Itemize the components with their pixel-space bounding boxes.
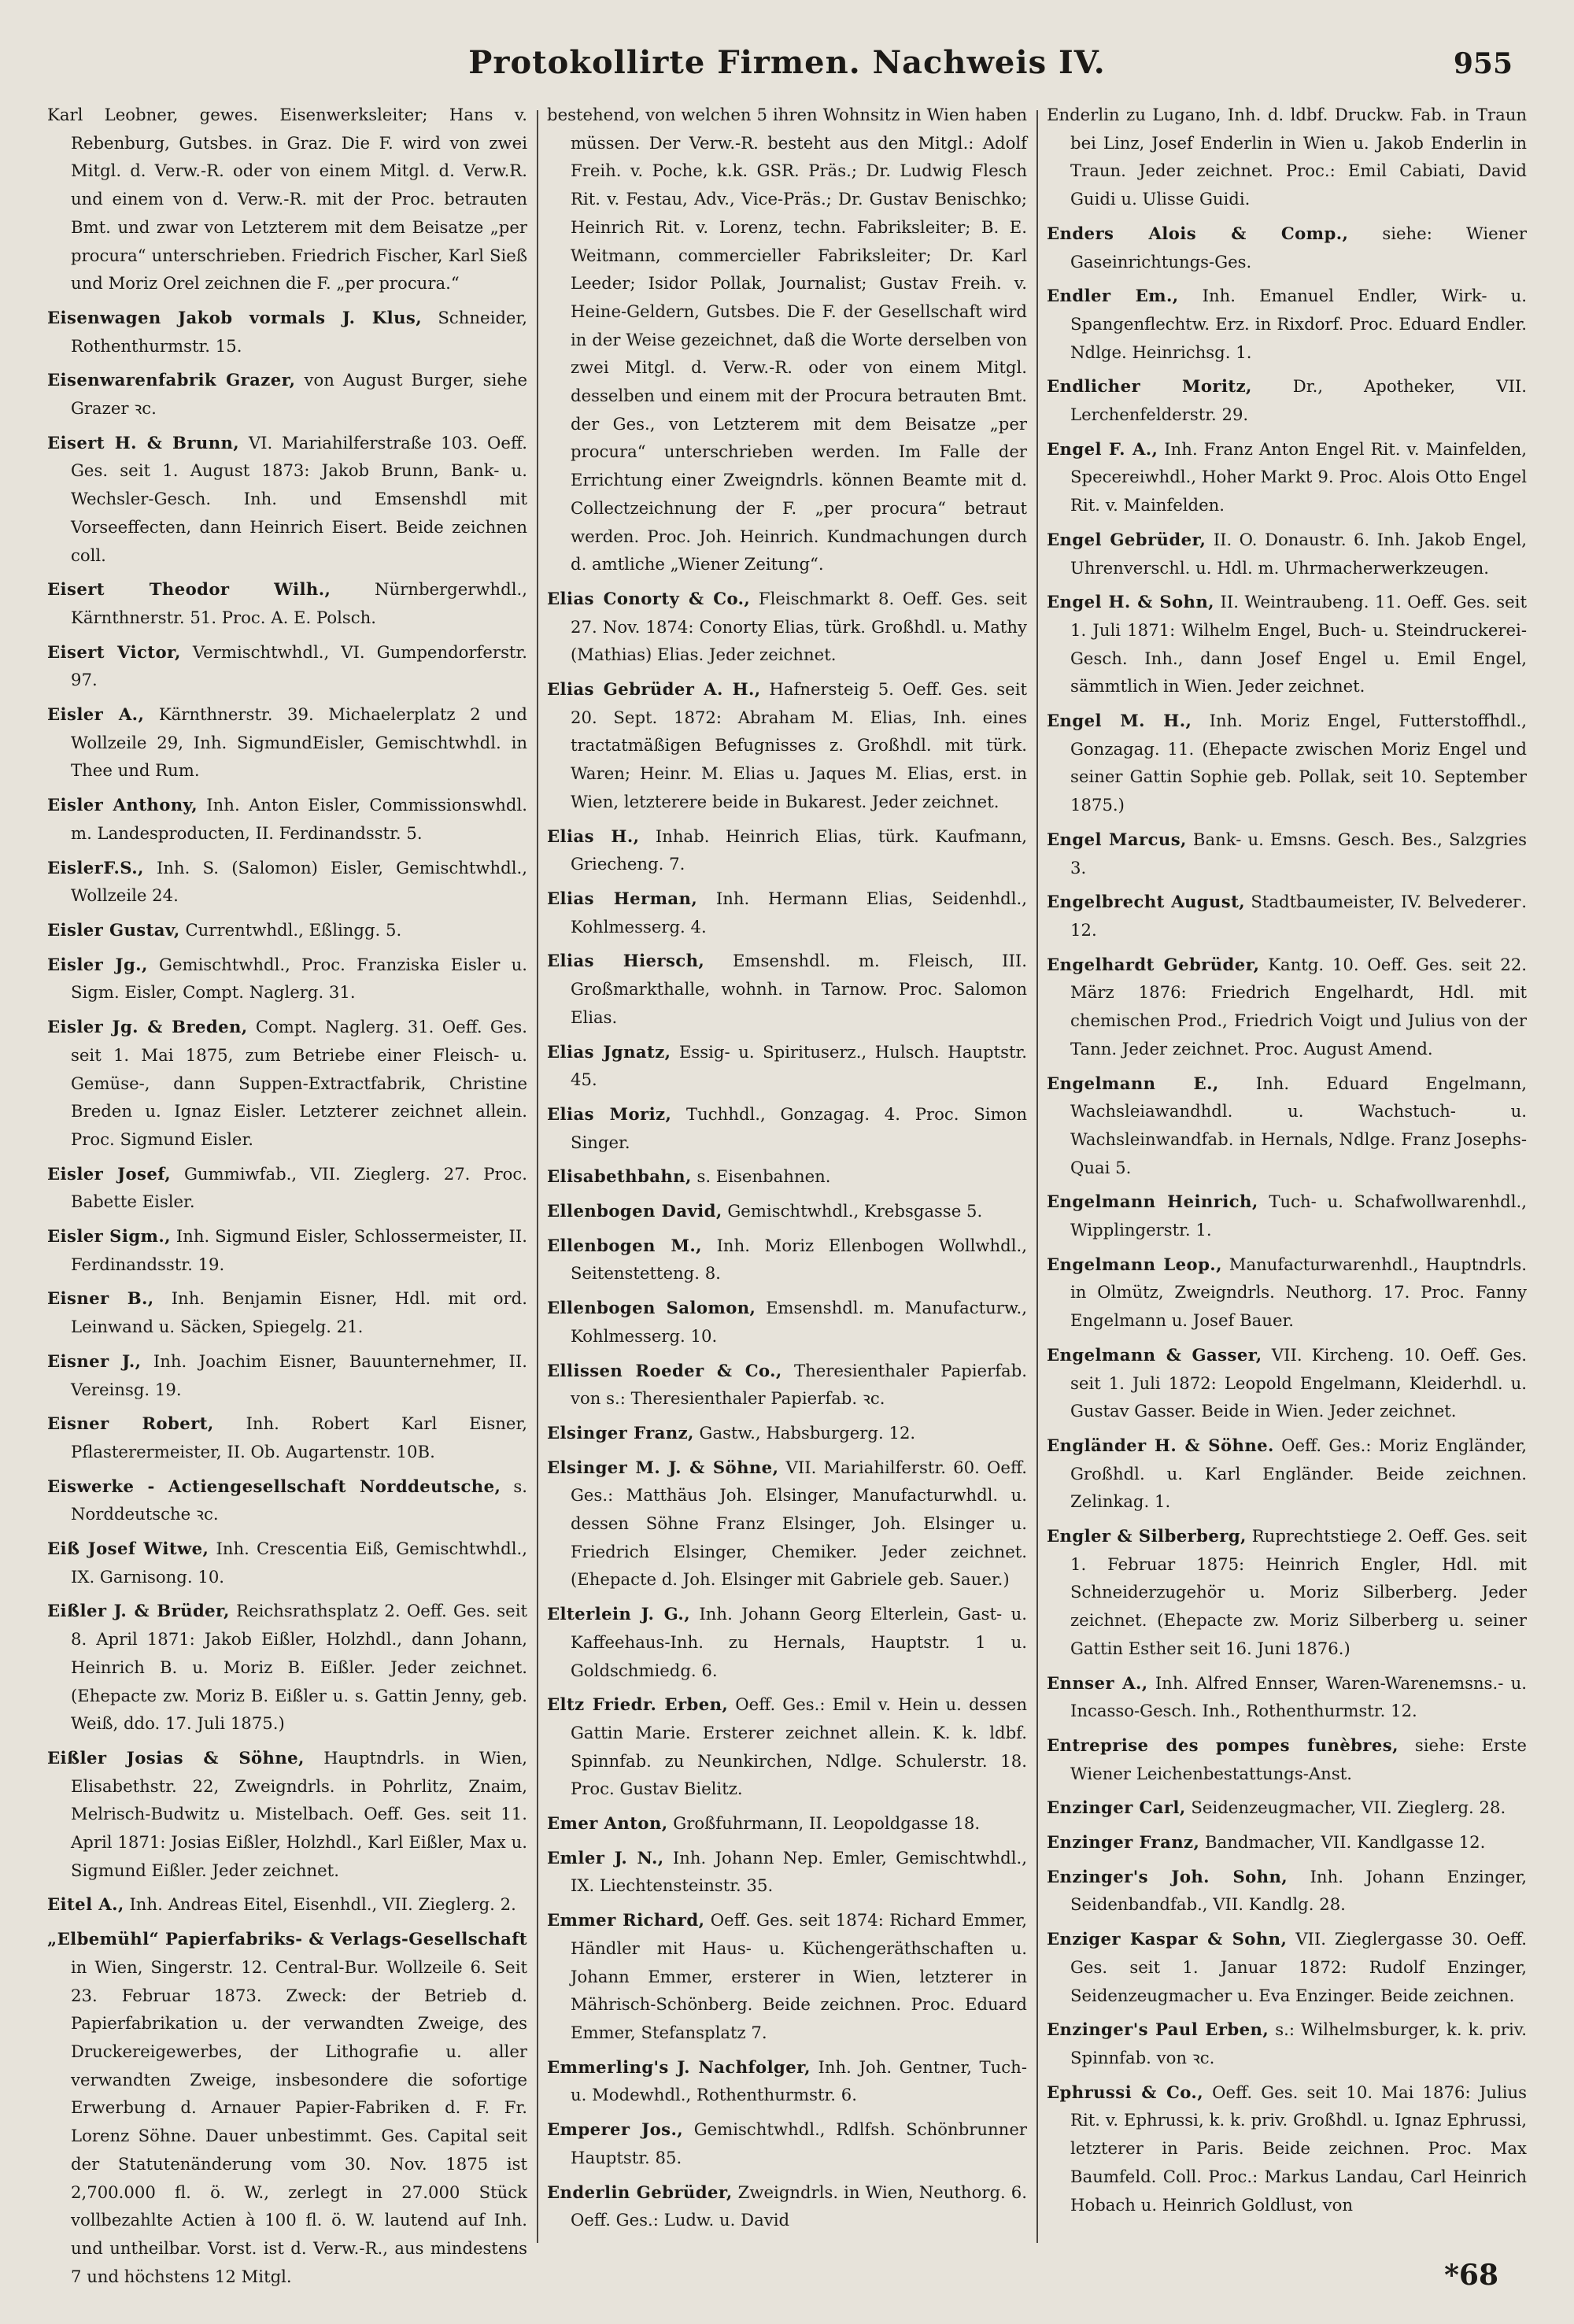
firm-name: Engländer H. & Söhne. <box>1047 1435 1274 1455</box>
firm-name: Ellenbogen David, <box>547 1201 722 1221</box>
signature-mark: *68 <box>1444 2259 1498 2292</box>
firm-name: Enzinger Franz, <box>1047 1832 1200 1853</box>
firm-name: Ellenbogen Salomon, <box>547 1298 756 1318</box>
firm-name: Engelmann Heinrich, <box>1047 1192 1258 1212</box>
firm-name: Engler & Silberberg, <box>1047 1526 1247 1546</box>
firm-entry <box>47 1535 527 1591</box>
firm-entry <box>1047 1828 1527 1857</box>
firm-name: Enzinger's Joh. Sohn, <box>1047 1866 1288 1886</box>
entry-text: Gemischtwhdl., Rdlfsh. Schönbrunner Hauptstr. 85. <box>571 2119 1027 2167</box>
firm-entry <box>1047 1070 1527 1182</box>
entry-text: Inh. Benjamin Eisner, Hdl. mit ord. Leinwand u. Säcken, Spiegelg. 21. <box>71 1288 527 1337</box>
entry-text: Oeff. Ges. seit 10. Mai 1876: Julius Rit. v. Ephrussi, k. k. priv. Großhdl. u. Ignaz Ephrussi, letzterer in Paris. Beide zeichnen. Proc. Max Baumfeld. Coll. Proc.: Markus Landau, Carl Heinrich Hobach u. Heinrich Goldlust, von <box>1070 2082 1527 2215</box>
entry-text: Inh. Franz Anton Engel Rit. v. Mainfelden, Specereiwhdl., Hoher Markt 9. Proc. Alois Otto Engel Rit. v. Mainfelden. <box>1070 438 1527 515</box>
entry-text: Inh. Alfred Ennser, Waren-Warenemsns.- u. Incasso-Gesch. Inh., Rothenthurmstr. 12. <box>1070 1672 1527 1721</box>
entry-text: Inh. Joachim Eisner, Bauunternehmer, II. Vereinsg. 19. <box>71 1350 527 1399</box>
firm-name: Elias Gebrüder A. H., <box>547 679 761 700</box>
entry-text: Ruprechtstiege 2. Oeff. Ges. seit 1. Februar 1875: Heinrich Engler, Hdl. mit Schneiderzugehör u. Moriz Silberberg. Jeder zeichnet. (Ehepacte zw. Moriz Silberberg u. seiner Gattin Esther seit 16. Juni 1876.) <box>1070 1526 1527 1658</box>
entry-text: Inh. S. (Salomon) Eisler, Gemischtwhdl., Wollzeile 24. <box>71 857 527 906</box>
entry-text: Tuch- u. Schafwollwarenhdl., Wipplingerstr. 1. <box>1070 1192 1527 1240</box>
firm-entry <box>47 1410 527 1465</box>
entry-text: Inh. Hermann Elias, Seidenhdl., Kohlmesserg. 4. <box>571 888 1027 937</box>
entry-text: Zweigndrls. in Wien, Neuthorg. 6. Oeff. Ges.: Ludw. u. David <box>571 2182 1027 2230</box>
firm-name: Engelmann Leop., <box>1047 1254 1222 1274</box>
firm-entry <box>1047 1925 1527 2009</box>
firm-name: Engel Gebrüder, <box>1047 529 1206 549</box>
entry-text: Inh. Crescentia Eiß, Gemischtwhdl., IX. Garnisong. 10. <box>71 1539 527 1587</box>
firm-name: Elsinger Franz, <box>547 1422 694 1443</box>
firm-name: Enziger Kaspar & Sohn, <box>1047 1929 1288 1949</box>
firm-name: Eisert H. & Brunn, <box>47 432 240 453</box>
firm-entry <box>1047 1432 1527 1516</box>
entry-text: Manufacturwarenhdl., Hauptndrls. in Olmütz, Zweigndrls. Neuthorg. 17. Proc. Fanny Engelmann u. Josef Bauer. <box>1070 1254 1527 1331</box>
entry-text: Inh. Eduard Engelmann, Wachsleiawandhdl. u. Wachstuch- u. Wachsleinwandfab. in Hernals, Ndlge. Franz Josephs-Quai 5. <box>1070 1073 1527 1177</box>
firm-name: Eisler Josef, <box>47 1163 172 1184</box>
page-header <box>0 0 1574 93</box>
firm-entry <box>547 947 1027 1031</box>
firm-entry <box>1047 1188 1527 1243</box>
firm-name: Eißler J. & Brüder, <box>47 1601 230 1621</box>
entry-text: Bank- u. Emsns. Gesch. Bes., Salzgries 3. <box>1070 829 1527 878</box>
firm-name: Elias H., <box>547 826 640 846</box>
firm-entry <box>547 1906 1027 2047</box>
firm-entry <box>47 1890 527 1919</box>
entry-text: Inh. Moriz Engel, Futterstoffhdl., Gonzagag. 11. (Ehepacte zwischen Moriz Engel und seiner Gattin Sophie geb. Pollak, seit 10. September 1875.) <box>1070 711 1527 815</box>
firm-entry <box>47 429 527 570</box>
firm-entry <box>1047 435 1527 519</box>
entry-text: Gemischtwhdl., Proc. Franziska Eisler u. Sigm. Eisler, Compt. Naglerg. 31. <box>71 954 527 1003</box>
column-3 <box>1047 101 1527 2215</box>
firm-entry <box>547 1232 1027 1288</box>
entry-continuation <box>47 101 527 297</box>
firm-entry <box>1047 282 1527 366</box>
firm-name: Eisert Theodor Wilh., <box>47 579 331 600</box>
firm-name: EislerF.S., <box>47 857 144 878</box>
firm-entry <box>547 1162 1027 1191</box>
entry-text: Reichsrathsplatz 2. Oeff. Ges. seit 8. April 1871: Jakob Eißler, Holzhdl., dann Johann, Heinrich B. u. Moriz B. Eißler. Jeder zeichnet. (Ehepacte zw. Moriz B. Eißler u. s. Gattin Jenny, geb. Weiß, ddo. 17. Juli 1875.) <box>71 1601 527 1734</box>
firm-entry <box>1047 1522 1527 1663</box>
firm-entry <box>47 1013 527 1154</box>
firm-entry <box>47 791 527 847</box>
entry-text: siehe: Erste Wiener Leichenbestattungs-Anst. <box>1070 1735 1527 1783</box>
firm-name: Emperer Jos., <box>547 2119 684 2140</box>
entry-text: Schneider, Rothenthurmstr. 15. <box>71 307 527 356</box>
firm-name: Ennser A., <box>1047 1672 1148 1693</box>
entry-text: s.: Wilhelmsburger, k. k. priv. Spinnfab. von ꝛc. <box>1070 2019 1527 2067</box>
firm-name: Elias Herman, <box>547 888 698 908</box>
entry-text: Kantg. 10. Oeff. Ges. seit 22. März 1876: Friedrich Engelhardt, Hdl. mit chemischen Prod., Friedrich Voigt und Julius von der Tann. Jeder zeichnet. Proc. August Amend. <box>1070 954 1527 1059</box>
firm-entry <box>547 1454 1027 1594</box>
entry-text: Bandmacher, VII. Kandlgasse 12. <box>1205 1832 1486 1853</box>
entry-text: Kärnthnerstr. 39. Michaelerplatz 2 und Wollzeile 29, Inh. SigmundEisler, Gemischtwhdl. in Thee und Rum. <box>71 704 527 781</box>
entry-text: Hauptndrls. in Wien, Elisabethstr. 22, Zweigndrls. in Pohrlitz, Znaim, Melrisch-Budwitz u. Mistelbach. Oeff. Ges. seit 11. April 1871: Josias Eißler, Holzhdl., Karl Eißler, Max u. Sigmund Eißler. Jeder zeichnet. <box>71 1747 528 1880</box>
entry-text: Seidenzeugmacher, VII. Zieglerg. 28. <box>1191 1797 1506 1818</box>
firm-entry <box>47 1472 527 1528</box>
firm-entry <box>1047 588 1527 700</box>
firm-name: Eiswerke - Actiengesellschaft Norddeutsche, <box>47 1476 501 1496</box>
firm-entry <box>547 1294 1027 1350</box>
firm-name: Engel F. A., <box>1047 438 1158 459</box>
entry-continuation <box>547 101 1027 578</box>
firm-name: Elias Conorty & Co., <box>547 588 751 608</box>
entry-text: Oeff. Ges. seit 1874: Richard Emmer, Händler mit Haus- u. Küchengeräthschaften u. Johann Emmer, ersterer in Wien, letzterer in Mährisch-Schönberg. Beide zeichnen. Proc. Eduard Emmer, Stefansplatz 7. <box>571 1910 1028 2042</box>
firm-entry <box>47 575 527 631</box>
entry-text: Inh. Johann Georg Elterlein, Gast- u. Kaffeehaus-Inh. zu Hernals, Hauptstr. 1 u. Goldschmiedg. 6. <box>571 1604 1027 1680</box>
firm-name: Elias Hiersch, <box>547 951 705 971</box>
firm-entry <box>1047 1251 1527 1335</box>
firm-entry <box>547 1600 1027 1684</box>
firm-name: Endler Em., <box>1047 286 1179 306</box>
firm-name: Elsinger M. J. & Söhne, <box>547 1457 779 1477</box>
firm-name: Enderlin Gebrüder, <box>547 2182 733 2202</box>
firm-name: Emmerling's J. Nachfolger, <box>547 2056 811 2077</box>
entry-text: Gastw., Habsburgerg. 12. <box>699 1422 916 1443</box>
firm-entry <box>47 366 527 422</box>
entry-text: Emsenshdl. m. Fleisch, III. Großmarkthalle, wohnh. in Tarnow. Proc. Salomon Elias. <box>571 951 1027 1027</box>
firm-entry <box>1047 888 1527 944</box>
entry-text: Enderlin zu Lugano, Inh. d. ldbf. Druckw. Fab. in Traun bei Linz, Josef Enderlin in Wien u. Jakob Enderlin in Traun. Jeder zeichnet. Proc.: Emil Cabiati, David Guidi u. Ulisse Guidi. <box>1047 105 1527 209</box>
firm-entry <box>47 1597 527 1738</box>
firm-name: Elias Moriz, <box>547 1103 672 1124</box>
firm-name: Enders Alois & Comp., <box>1047 223 1349 243</box>
entry-text: Karl Leobner, gewes. Eisenwerksleiter; Hans v. Rebenburg, Gutsbes. in Graz. Die F. wird von zwei Mitgl. d. Verw.-R. oder von einem Mitgl. d. Verw.R. und einem von d. Verw.-R. mit der Proc. betrauten Bmt. und zwar von Letzterem mit dem Beisatze „per procura“ unterschrieben. Friedrich Fischer, Karl Sieß und Moriz Orel zeichnen die F. „per procura.“ <box>47 105 527 294</box>
firm-name: Enzinger's Paul Erben, <box>1047 2019 1269 2040</box>
firm-name: Ellissen Roeder & Co., <box>547 1360 782 1380</box>
firm-name: Elias Jgnatz, <box>547 1041 671 1062</box>
entry-text: Stadtbaumeister, IV. Belvederег. 12. <box>1070 892 1527 940</box>
firm-entry <box>47 1160 527 1216</box>
firm-entry <box>1047 2078 1527 2219</box>
firm-entry <box>547 1419 1027 1447</box>
entry-text: Emsenshdl. m. Manufacturw., Kohlmesserg. 10. <box>571 1298 1027 1346</box>
firm-name: Eißler Josias & Söhne, <box>47 1747 305 1768</box>
entry-text: Inh. Johann Nep. Emler, Gemischtwhdl., IX. Liechtensteinstr. 35. <box>571 1847 1027 1896</box>
firm-entry <box>547 2053 1027 2109</box>
entry-text: VII. Kircheng. 10. Oeff. Ges. seit 1. Juli 1872: Leopold Engelmann, Kleiderhdl. u. Gustav Gasser. Beide in Wien. Jeder zeichnet. <box>1070 1344 1527 1421</box>
firm-entry <box>547 2115 1027 2171</box>
firm-name: Eitel A., <box>47 1894 124 1915</box>
entry-text: Inh. Johann Enzinger, Seidenbandfab., VII. Kandlg. 28. <box>1070 1866 1527 1915</box>
column-2 <box>547 101 1028 2230</box>
entry-continuation <box>1047 101 1527 213</box>
firm-name: Emmer Richard, <box>547 1910 705 1931</box>
firm-entry <box>47 1744 527 1885</box>
firm-name: Eisenwarenfabrik Grazer, <box>47 370 296 390</box>
firm-entry <box>547 1197 1027 1225</box>
entry-text: Inh. Moriz Ellenbogen Wollwhdl., Seitenstetteng. 8. <box>571 1235 1027 1284</box>
firm-entry <box>1047 2015 1527 2071</box>
firm-name: Emler J. N., <box>547 1847 664 1868</box>
firm-entry <box>1047 372 1527 428</box>
firm-entry <box>1047 1863 1527 1919</box>
firm-entry <box>547 1038 1027 1094</box>
firm-entry <box>47 916 527 944</box>
firm-name: Eisner J., <box>47 1350 142 1371</box>
page-number: 955 <box>1453 47 1513 80</box>
firm-name: Elisabethbahn, <box>547 1166 692 1187</box>
firm-entry <box>547 1357 1027 1413</box>
entry-text: Inh. Robert Karl Eisner, Pflasterermeister, II. Ob. Augartenstr. 10B. <box>71 1413 527 1461</box>
firm-entry <box>47 854 527 910</box>
entry-text: Fleischmarkt 8. Oeff. Ges. seit 27. Nov. 1874: Conorty Elias, türk. Großhdl. u. Mathy (Mathias) Elias. Jeder zeichnet. <box>571 588 1027 665</box>
entry-text: Dr., Apotheker, VII. Lerchenfelderstr. 29. <box>1070 376 1527 425</box>
entry-text: Nürnbergerwhdl., Kärnthnerstr. 51. Proc. A. E. Polsch. <box>71 579 527 627</box>
firm-entry <box>47 951 527 1007</box>
firm-name: Eisler A., <box>47 704 145 725</box>
entry-text: Inh. Anton Eisler, Commissionswhdl. m. Landesproducten, II. Ferdinandsstr. 5. <box>71 795 527 843</box>
firm-entry <box>547 1100 1027 1156</box>
firm-name: Ephrussi & Co., <box>1047 2082 1203 2102</box>
firm-entry <box>547 2178 1027 2234</box>
column-1 <box>47 101 528 2286</box>
firm-name: Engel M. H., <box>1047 711 1192 731</box>
firm-entry <box>547 585 1027 669</box>
entry-text: Compt. Naglerg. 31. Oeff. Ges. seit 1. Mai 1875, zum Betriebe einer Fleisch- u. Gemüse-, dann Suppen-Extractfabrik, Christine Breden u. Ignaz Eisler. Letzterer zeichnet allein. Proc. Sigmund Eisler. <box>71 1017 527 1149</box>
firm-name: Eisner B., <box>47 1288 154 1309</box>
entry-text: VII. Zieglergasse 30. Oeff. Ges. seit 1. Januar 1872: Rudolf Enzinger, Seidenzeugmacher u. Eva Enzinger. Beide zeichnen. <box>1070 1929 1527 2005</box>
entry-text: Vermischtwhdl., VI. Gumpendorferstr. 97. <box>71 641 527 690</box>
entry-text: s. Norddeutsche ꝛc. <box>71 1476 527 1524</box>
firm-name: Eisler Jg., <box>47 954 148 974</box>
entry-text: siehe: Wiener Gaseinrichtungs-Ges. <box>1070 223 1527 272</box>
entry-text: Gemischtwhdl., Krebsgasse 5. <box>727 1201 983 1221</box>
firm-name: Eisert Victor, <box>47 641 181 662</box>
firm-name: Eisner Robert, <box>47 1413 214 1434</box>
entry-text: Inh. Sigmund Eisler, Schlossermeister, II. Ferdinandsstr. 19. <box>71 1226 527 1274</box>
firm-entry <box>1047 826 1527 881</box>
firm-entry <box>47 1347 527 1403</box>
entry-text: s. Eisenbahnen. <box>696 1166 831 1187</box>
firm-entry <box>547 1844 1027 1900</box>
entry-text: Theresienthaler Papierfab. von s.: Theresienthaler Papierfab. ꝛc. <box>571 1360 1027 1409</box>
firm-name: Eisler Jg. & Breden, <box>47 1017 248 1037</box>
firm-entry <box>1047 1669 1527 1725</box>
firm-name: Eisenwagen Jakob vormals J. Klus, <box>47 307 422 327</box>
firm-name: Ellenbogen M., <box>547 1235 702 1255</box>
firm-entry <box>1047 951 1527 1063</box>
entry-text: II. Weintraubeng. 11. Oeff. Ges. seit 1. Juli 1871: Wilhelm Engel, Buch- u. Steindruckerei-Gesch. Inh., dann Josef Engel u. Emil Engel, sämmtlich in Wien. Jeder zeichnet. <box>1070 592 1527 696</box>
firm-entry <box>47 700 527 785</box>
firm-entry <box>547 1809 1027 1838</box>
firm-name: „Elbemühl“ Papierfabriks- & Verlags-Gesellschaft <box>47 1929 527 1949</box>
firm-entry <box>1047 1341 1527 1425</box>
firm-name: Engelmann & Gasser, <box>1047 1344 1262 1365</box>
entry-text: VI. Mariahilferstraße 103. Oeff. Ges. seit 1. August 1873: Jakob Brunn, Bank- u. Wechsler-Gesch. Inh. und Emsenshdl mit Vorseeffecten, dann Heinrich Eisert. Beide zeichnen coll. <box>71 432 527 565</box>
firm-entry <box>1047 220 1527 275</box>
running-title: Protokollirte Firmen. Nachweis IV. <box>468 44 1106 81</box>
entry-text: bestehend, von welchen 5 ihren Wohnsitz in Wien haben müssen. Der Verw.-R. besteht aus den Mitgl.: Adolf Freih. v. Poche, k.k. GSR. Präs.; Dr. Ludwig Flesch Rit. v. Festau, Adv., Vice-Präs.; Dr. Gustav Benischko; Heinrich Rit. v. Lorenz, techn. Fabriksleiter; B. E. Weitmann, commercieller Fabriksleiter; Dr. Karl Leeder; Isidor Pollak, Journalist; Gustav Freih. v. Heine-Geldern, Gutsbes. Die F. der Gesellschaft wird in der Weise gezeichnet, daß die Worte derselben von zwei Mitgl. d. Verw.-R. oder von einem Mitgl. desselben und einem mit der Procura betrauten Bmt. der Ges., von Letzterem mit dem Beisatze „per procura“ unterschrieben werden. Im Falle der Errichtung einer Zweigndrls. können Beamte mit d. Collectzeichnung der F. „per procura“ betraut werden. Proc. Joh. Heinrich. Kundmachungen durch d. amtliche „Wiener Zeitung“. <box>547 105 1027 575</box>
entry-text: Oeff. Ges.: Emil v. Hein u. dessen Gattin Marie. Ersterer zeichnet allein. K. k. ldbf. Spinnfab. zu Neunkirchen, Ndlge. Schulerstr. 18. Proc. Gustav Bielitz. <box>571 1694 1027 1799</box>
firm-name: Entreprise des pompes funèbres, <box>1047 1735 1398 1755</box>
entry-text: in Wien, Singerstr. 12. Central-Bur. Wollzeile 6. Seit 23. Februar 1873. Zweck: der Betrieb d. Papierfabrikation u. der verwandten Zweige, des Druckereigewerbes, der Lithografie u. aller verwandten Zweige, insbesondere die sofortige Erwerbung d. Arnauer Papier-Fabriken d. F. Fr. Lorenz Söhne. Dauer unbestimmt. Ges. Capital seit der Statutenänderung vom 30. Nov. 1875 ist 2,700.000 fl. ö. W., zerlegt in 27.000 Stück vollbezahlte Actien à 100 fl. ö. W. lautend auf Inh. und untheilbar. Vorst. ist d. Verw.-R., aus mindestens 7 und höchstens 12 Mitgl. <box>71 1956 527 2286</box>
firm-entry <box>547 675 1027 816</box>
entry-text: VII. Mariahilferstr. 60. Oeff. Ges.: Matthäus Joh. Elsinger, Manufacturwhdl. u. dessen Söhne Franz Elsinger, Joh. Elsinger u. Friedrich Elsinger, Chemiker. Jeder zeichnet. (Ehepacte d. Joh. Elsinger mit Gabriele geb. Sauer.) <box>571 1457 1027 1590</box>
entry-text: Essig- u. Spirituserz., Hulsch. Hauptstr. 45. <box>571 1041 1027 1090</box>
entry-text: Inh. Andreas Eitel, Eisenhdl., VII. Zieglerg. 2. <box>129 1894 516 1915</box>
firm-name: Eisler Anthony, <box>47 795 198 815</box>
entry-text: Currentwhdl., Eßlingg. 5. <box>185 919 402 940</box>
firm-name: Engelhardt Gebrüder, <box>1047 954 1260 974</box>
firm-entry <box>47 1284 527 1340</box>
firm-name: Engel H. & Sohn, <box>1047 592 1214 612</box>
firm-name: Engel Marcus, <box>1047 829 1187 849</box>
firm-entry <box>1047 1731 1527 1787</box>
firm-entry <box>47 304 527 360</box>
firm-entry <box>547 885 1027 940</box>
firm-entry <box>47 1925 527 2290</box>
entry-text: Hafnersteig 5. Oeff. Ges. seit 20. Sept. 1872: Abraham M. Elias, Inh. eines tractatmäßigen Befugnisses z. Großhdl. mit türk. Waren; Heinr. M. Elias u. Jaques M. Elias, erst. in Wien, letzterere beide in Bukarest. Jeder zeichnet. <box>571 679 1027 811</box>
firm-name: Eiß Josef Witwe, <box>47 1539 209 1559</box>
entry-text: Inhab. Heinrich Elias, türk. Kaufmann, Griecheng. 7. <box>571 826 1027 874</box>
firm-name: Elterlein J. G., <box>547 1604 690 1624</box>
firm-entry <box>47 1222 527 1278</box>
firm-name: Engelmann E., <box>1047 1073 1219 1093</box>
firm-entry <box>1047 1794 1527 1822</box>
entry-text: Großfuhrmann, II. Leopoldgasse 18. <box>673 1813 981 1834</box>
firm-entry <box>1047 526 1527 582</box>
firm-name: Emer Anton, <box>547 1813 668 1834</box>
entry-text: Inh. Emanuel Endler, Wirk- u. Spangenflechtw. Erz. in Rixdorf. Proc. Eduard Endler. Ndlge. Heinrichsg. 1. <box>1070 286 1527 362</box>
firm-entry <box>547 1690 1027 1803</box>
firm-entry <box>1047 707 1527 819</box>
entry-text: Tuchhdl., Gonzagag. 4. Proc. Simon Singer. <box>571 1103 1027 1152</box>
entry-text: von August Burger, siehe Grazer ꝛc. <box>71 370 527 419</box>
firm-name: Eltz Friedr. Erben, <box>547 1694 729 1715</box>
firm-entry <box>47 638 527 694</box>
entry-text: II. O. Donaustr. 6. Inh. Jakob Engel, Uhrenverschl. u. Hdl. m. Uhrmacherwerkzeugen. <box>1070 529 1527 578</box>
entry-text: Gummiwfab., VII. Zieglerg. 27. Proc. Babette Eisler. <box>71 1163 527 1212</box>
firm-entry <box>547 822 1027 878</box>
firm-name: Engelbrecht August, <box>1047 892 1246 912</box>
entry-text: Oeff. Ges.: Moriz Engländer, Großhdl. u. Karl Engländer. Beide zeichnen. Zelinkag. 1. <box>1070 1435 1527 1512</box>
firm-name: Enzinger Carl, <box>1047 1797 1186 1818</box>
firm-name: Eisler Gustav, <box>47 919 180 940</box>
entry-text: Inh. Joh. Gentner, Tuch- u. Modewhdl., Rothenthurmstr. 6. <box>571 2056 1027 2105</box>
firm-name: Endlicher Moritz, <box>1047 376 1252 397</box>
firm-name: Eisler Sigm., <box>47 1226 171 1247</box>
